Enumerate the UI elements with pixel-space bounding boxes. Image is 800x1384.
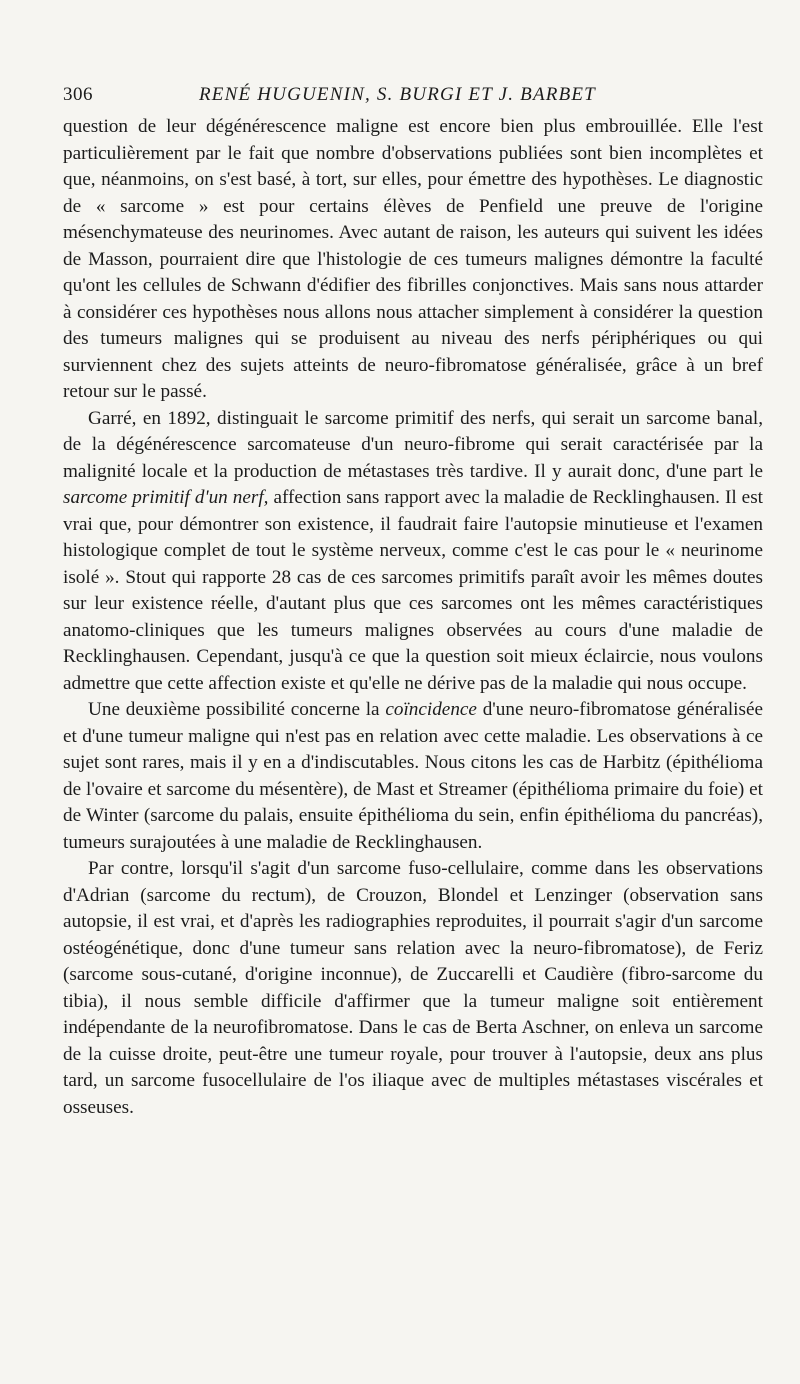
body-text <box>63 114 763 1121</box>
running-head-authors: RENÉ HUGUENIN, S. BURGI ET J. BARBET <box>199 84 596 105</box>
paragraph-sarcome-fuso-cellulaire: Par contre, lorsqu'il s'agit d'un sarcome fuso-cellulaire, comme dans les observations d'Adrian (sarcome du rectum), de Crouzon, Blondel et Lenzinger (observation sans autopsie, il est vrai, et d'après les radiographies reproduites, il pourrait s'agir d'un sarcome ostéogénétique, donc d'une tumeur sans relation avec la neuro-fibromatose), de Feriz (sarcome sous-cutané, d'origine inconnue), de Zuccarelli et Caudière (fibro-sarcome du tibia), il nous semble difficile d'affirmer que la tumeur maligne soit entièrement indépendante de la neurofibromatose. Dans le cas de Berta Aschner, on enleva un sarcome de la cuisse droite, peut-être une tumeur royale, pour trouver à l'autopsie, deux ans plus tard, un sarcome fusocellulaire de l'os iliaque avec de multiples métastases viscérales et osseuses. <box>63 858 763 1118</box>
paragraph-text: affection sans rapport avec la maladie de Recklinghausen. Il est vrai que, pour démontrer son existence, il faudrait faire l'autopsie minutieuse et l'examen histologique complet de tout le système nerveux, comme c'est le cas pour le « neurinome isolé ». Stout qui rapporte 28 cas de ces sarcomes primitifs paraît avoir les mêmes doutes sur leur existence réelle, d'autant plus que ces sarcomes ont les mêmes caractéristiques anatomo-cliniques que les tumeurs malignes observées au cours d'une maladie de Recklinghausen. Cependant, jusqu'à ce que la question soit mieux éclaircie, nous voulons admettre que cette affection existe et qu'elle ne dérive pas de la maladie qui nous occupe. <box>63 487 763 694</box>
running-head <box>63 84 763 114</box>
paragraph-continued: question de leur dégénérescence maligne est encore bien plus embrouillée. Elle l'est particulièrement par le fait que nombre d'observations publiées sont bien incomplètes et que, néanmoins, on s'est basé, à tort, sur elles, pour émettre des hypothèses. Le diagnostic de « sarcome » est pour certains élèves de Penfield une preuve de l'origine mésenchymateuse des neurinomes. Avec autant de raison, les auteurs qui suivent les idées de Masson, pourraient dire que l'histologie de ces tumeurs malignes démontre la faculté qu'ont les cellules de Schwann d'édifier des fibrilles conjonctives. Mais sans nous attarder à considérer ces hypothèses nous allons nous attacher simplement à considérer la question des tumeurs malignes qui se produisent au niveau des nerfs périphériques ou qui surviennent chez des sujets atteints de neuro-fibromatose généralisée, grâce à un bref retour sur le passé. <box>63 116 763 402</box>
paragraph-text: Une deuxième possibilité concerne la <box>88 699 386 720</box>
italic-term: coïncidence <box>385 699 477 720</box>
page-number: 306 <box>63 84 93 105</box>
paragraph-garre <box>63 406 763 698</box>
paragraph-text: Garré, en 1892, distinguait le sarcome primitif des nerfs, qui serait un sarcome banal, de la dégénérescence sarcomateuse d'un neuro-fibrome qui serait caractérisée par la malignité locale et la production de métastases très tardive. Il y aurait donc, d'une part le <box>63 407 763 482</box>
paragraph-text: d'une neuro-fibromatose généralisée et d'une tumeur maligne qui n'est pas en relation avec cette maladie. Les observations à ce sujet sont rares, mais il y en a d'indiscutables. Nous citons les cas de Harbitz (épithélioma de l'ovaire et sarcome du mésentère), de Mast et Streamer (épithélioma primaire du foie) et de Winter (sarcome du palais, ensuite épithélioma du sein, enfin épithélioma du pancréas), tumeurs surajoutées à une maladie de Recklinghausen. <box>63 699 763 853</box>
paragraph-coincidence <box>63 697 763 856</box>
book-page <box>63 84 763 1121</box>
italic-term: sarcome primitif d'un nerf, <box>63 487 269 508</box>
